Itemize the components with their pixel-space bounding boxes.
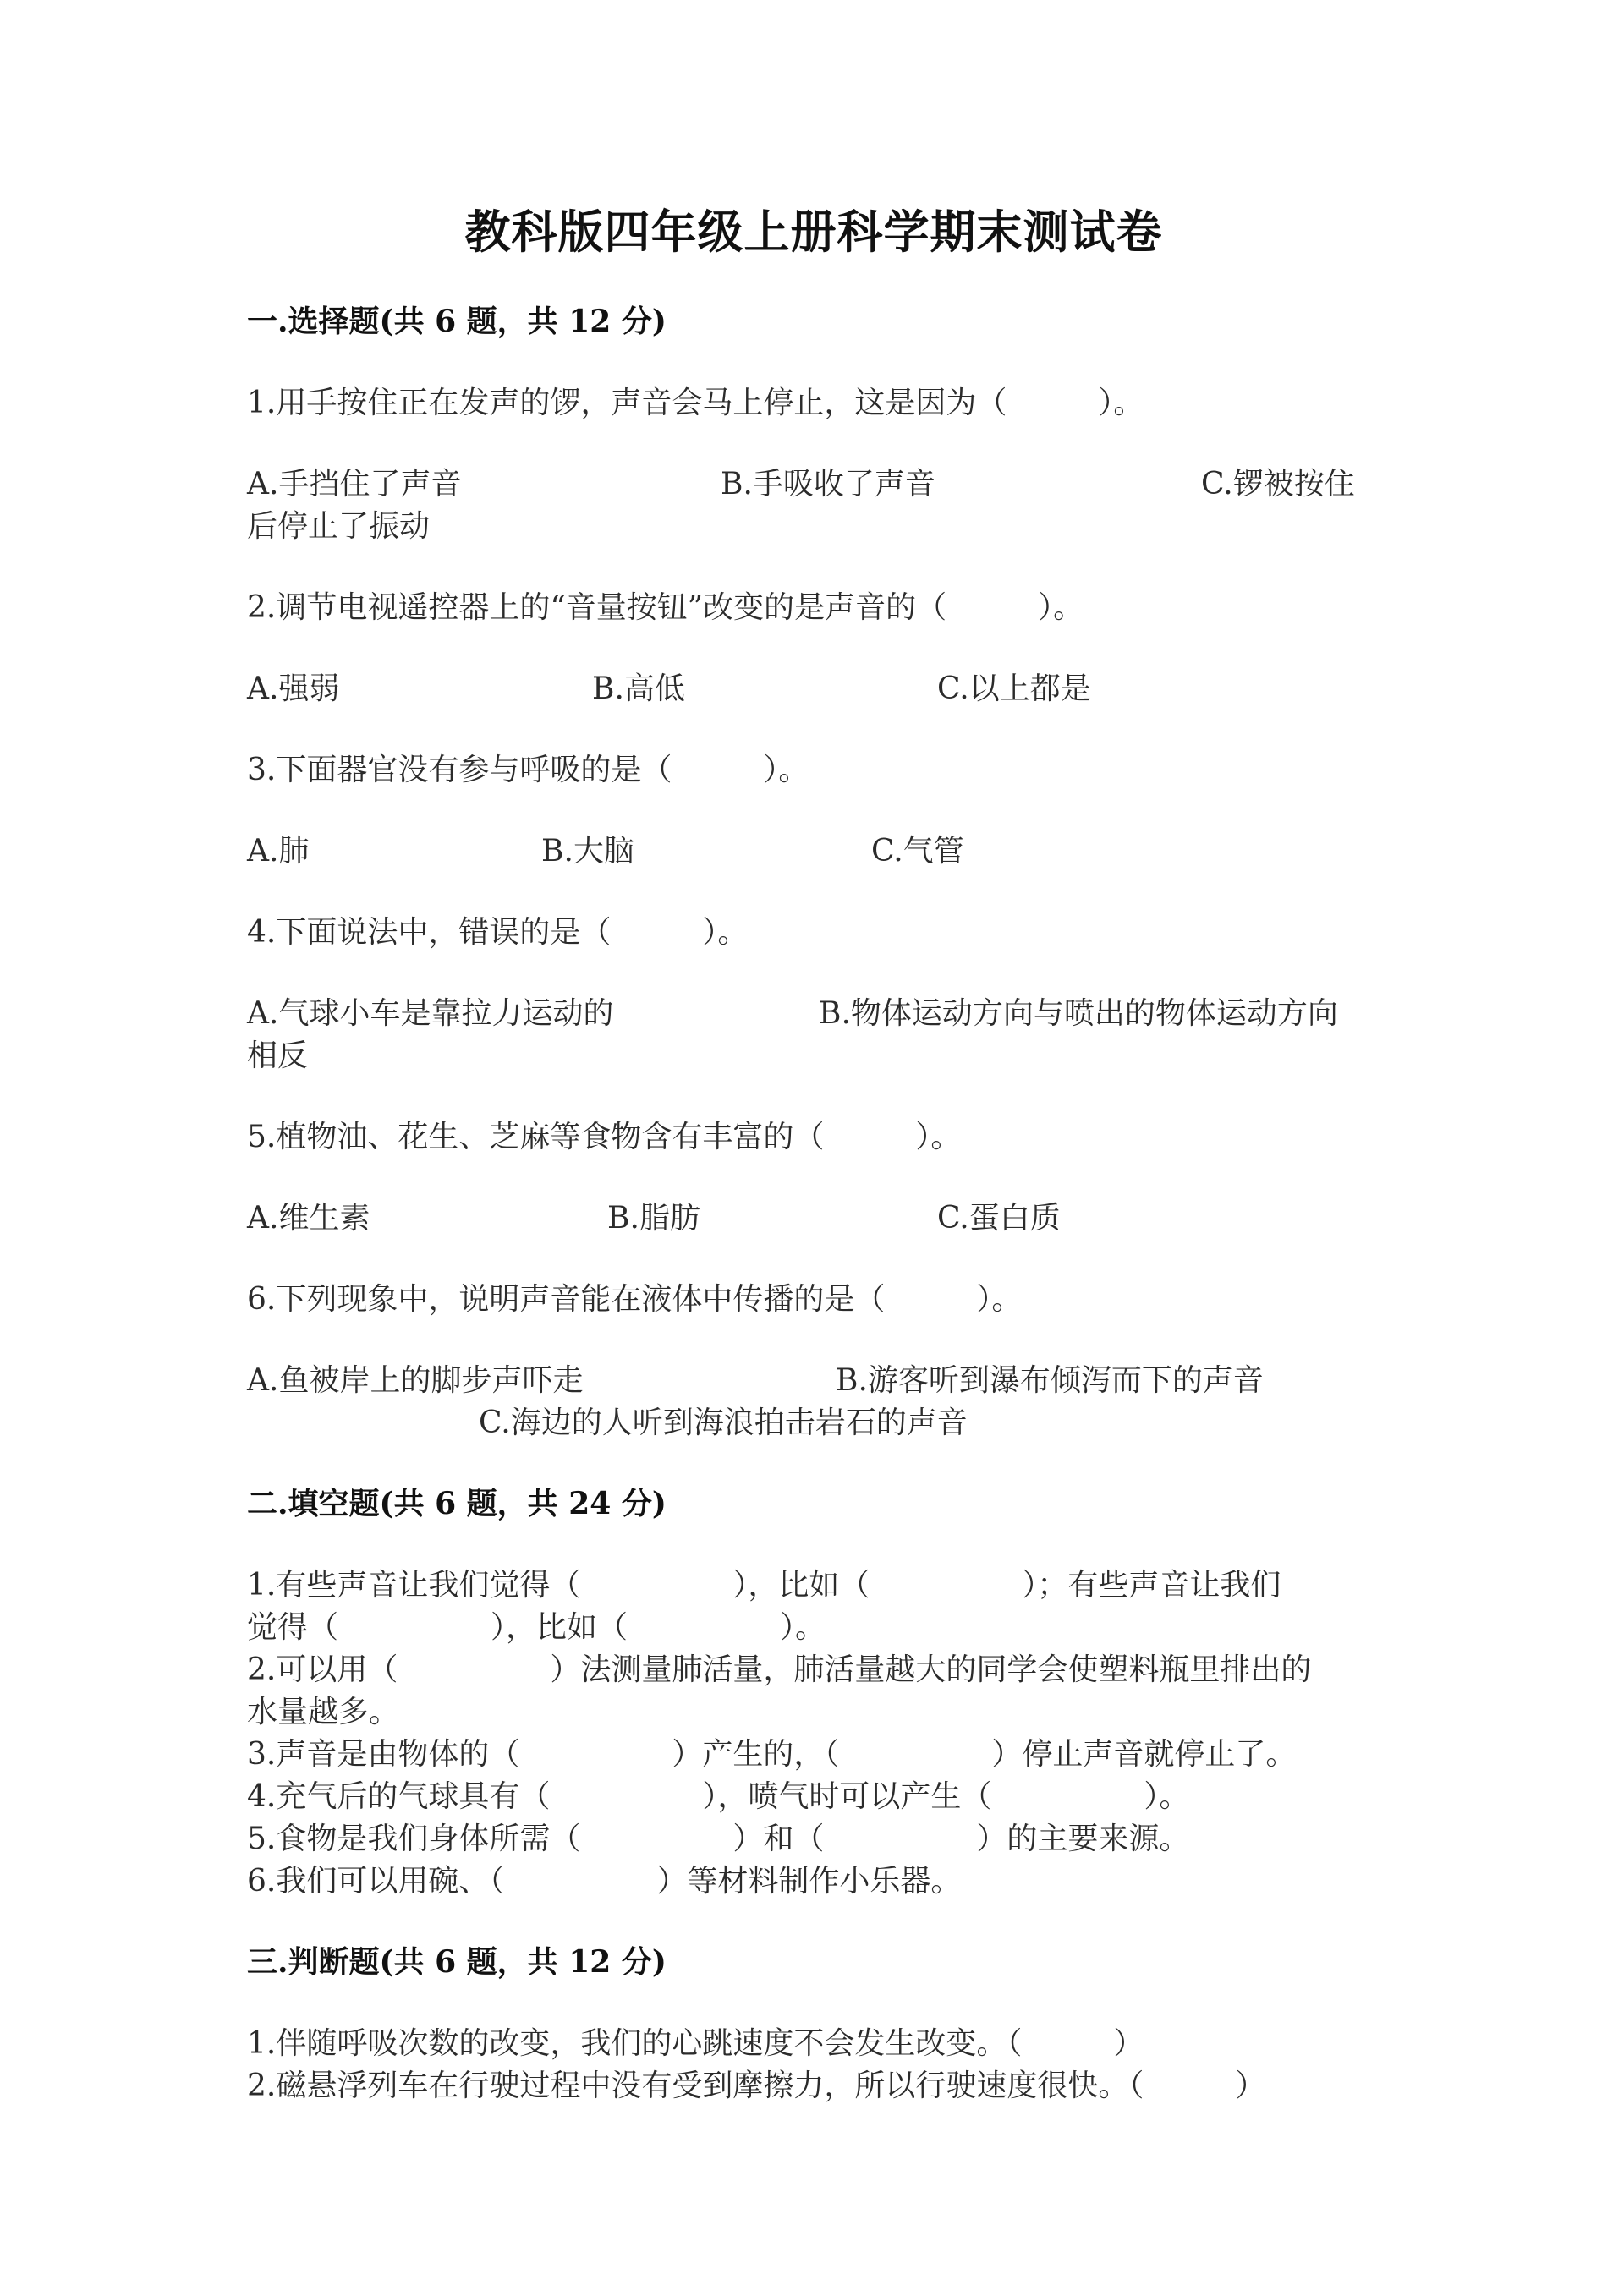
option-c: C.海边的人听到海浪拍击岩石的声音 bbox=[479, 1406, 968, 1440]
fill-line: 2.可以用（ ）法测量肺活量，肺活量越大的同学会使塑料瓶里排出的 bbox=[247, 1652, 1312, 1687]
fill-line: 1.有些声音让我们觉得（ ），比如（ ）；有些声音让我们 bbox=[247, 1568, 1281, 1603]
option-b: B.手吸收了声音 bbox=[721, 467, 935, 501]
question-text: 6.下列现象中，说明声音能在液体中传播的是（ ）。 bbox=[247, 1282, 1023, 1317]
option-b: B.高低 bbox=[592, 671, 685, 706]
option-a: A.手挡住了声音 bbox=[247, 467, 462, 501]
option-b: B.物体运动方向与喷出的物体运动方向 bbox=[819, 996, 1338, 1031]
option-b-continued: 相反 bbox=[247, 1038, 309, 1073]
fill-line: 水量越多。 bbox=[247, 1695, 400, 1729]
option-c: C.以上都是 bbox=[937, 671, 1091, 706]
fill-line: 5.食物是我们身体所需（ ）和（ ）的主要来源。 bbox=[247, 1822, 1190, 1856]
option-a: A.维生素 bbox=[247, 1201, 370, 1236]
option-a: A.鱼被岸上的脚步声吓走 bbox=[247, 1363, 584, 1398]
judge-line: 2.磁悬浮列车在行驶过程中没有受到摩擦力，所以行驶速度很快。（ ） bbox=[247, 2069, 1266, 2103]
question-text: 2.调节电视遥控器上的“音量按钮”改变的是声音的（ ）。 bbox=[247, 590, 1084, 625]
option-b: B.大脑 bbox=[541, 834, 634, 869]
question-text: 1.用手按住正在发声的锣，声音会马上停止，这是因为（ ）。 bbox=[247, 386, 1144, 420]
page-title: 教科版四年级上册科学期末测试卷 bbox=[464, 205, 1163, 259]
option-b: B.脂肪 bbox=[607, 1201, 700, 1236]
section-heading-choice: 一.选择题(共 6 题，共 12 分) bbox=[247, 304, 667, 339]
section-heading-fill: 二.填空题(共 6 题，共 24 分) bbox=[247, 1486, 667, 1521]
section-heading-judge: 三.判断题(共 6 题，共 12 分) bbox=[247, 1944, 667, 1980]
option-a: A.强弱 bbox=[247, 671, 340, 706]
option-a: A.肺 bbox=[247, 834, 310, 869]
judge-line: 1.伴随呼吸次数的改变，我们的心跳速度不会发生改变。（ ） bbox=[247, 2026, 1144, 2061]
fill-line: 4.充气后的气球具有（ ），喷气时可以产生（ ）。 bbox=[247, 1779, 1190, 1814]
fill-line: 3.声音是由物体的（ ）产生的，（ ）停止声音就停止了。 bbox=[247, 1737, 1297, 1772]
option-c: C.气管 bbox=[871, 834, 964, 869]
fill-line: 6.我们可以用碗、（ ）等材料制作小乐器。 bbox=[247, 1864, 962, 1899]
question-text: 5.植物油、花生、芝麻等食物含有丰富的（ ）。 bbox=[247, 1120, 962, 1154]
question-text: 4.下面说法中，错误的是（ ）。 bbox=[247, 915, 749, 950]
option-c-continued: 后停止了振动 bbox=[247, 509, 431, 544]
option-a: A.气球小车是靠拉力运动的 bbox=[247, 996, 614, 1031]
option-c: C.锣被按住 bbox=[1201, 467, 1355, 501]
option-b: B.游客听到瀑布倾泻而下的声音 bbox=[836, 1363, 1264, 1398]
fill-line: 觉得（ ），比如（ ）。 bbox=[247, 1610, 826, 1645]
option-c: C.蛋白质 bbox=[937, 1201, 1061, 1236]
question-text: 3.下面器官没有参与呼吸的是（ ）。 bbox=[247, 753, 809, 787]
